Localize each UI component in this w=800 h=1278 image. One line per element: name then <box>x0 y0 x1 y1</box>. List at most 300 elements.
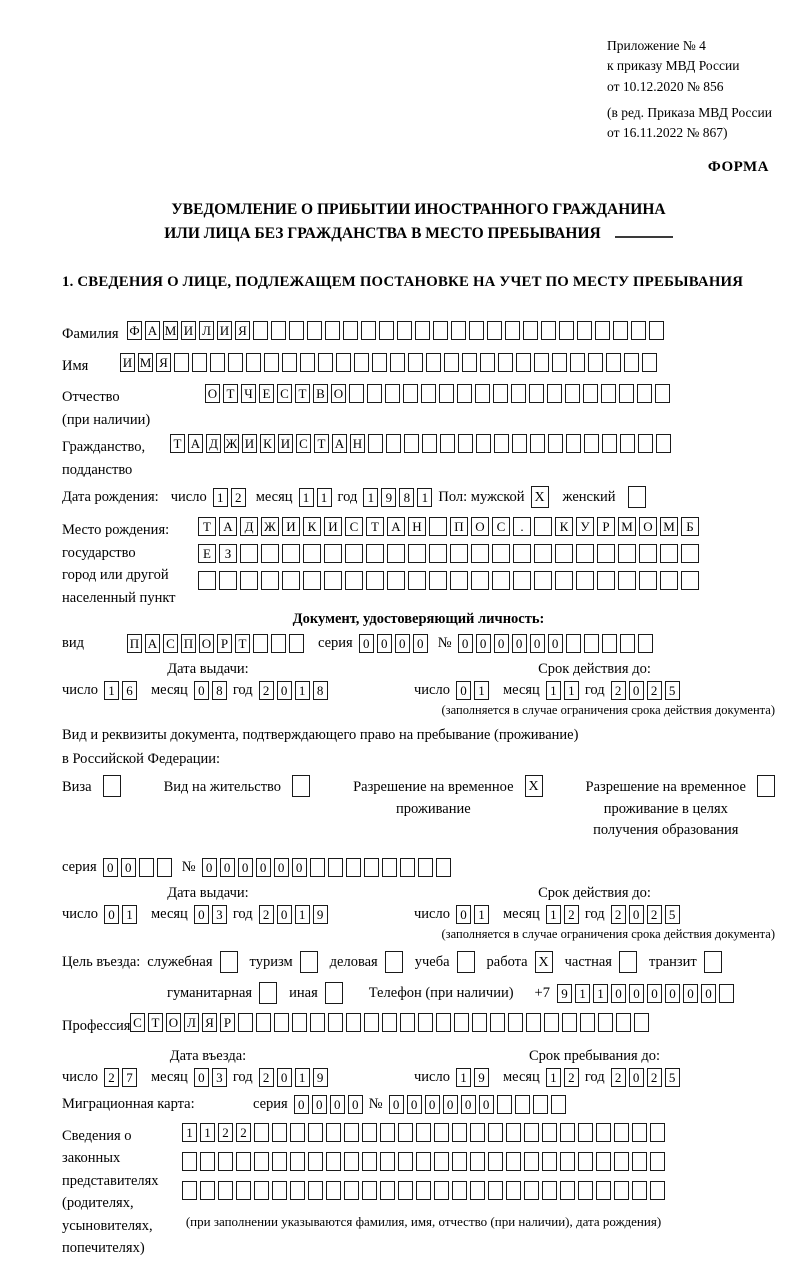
char-box[interactable] <box>326 1152 341 1171</box>
char-box[interactable] <box>454 1013 469 1032</box>
checkbox-cell[interactable]: X <box>535 951 553 973</box>
char-box[interactable] <box>493 384 508 403</box>
char-box[interactable] <box>343 321 358 340</box>
char-box[interactable] <box>366 571 384 590</box>
char-box[interactable]: 9 <box>313 1068 328 1087</box>
char-box[interactable] <box>497 1095 512 1114</box>
char-box[interactable]: Т <box>170 434 185 453</box>
char-box[interactable] <box>344 1152 359 1171</box>
char-box[interactable]: А <box>145 321 160 340</box>
char-box[interactable] <box>300 353 315 372</box>
char-box[interactable]: 1 <box>546 1068 561 1087</box>
char-box[interactable] <box>524 1152 539 1171</box>
char-box[interactable] <box>552 353 567 372</box>
char-box[interactable] <box>290 1181 305 1200</box>
char-box[interactable]: Ф <box>127 321 142 340</box>
char-box[interactable]: 2 <box>259 1068 274 1087</box>
char-box[interactable] <box>681 571 699 590</box>
char-box[interactable] <box>408 571 426 590</box>
char-box[interactable] <box>385 384 400 403</box>
char-box[interactable] <box>560 1123 575 1142</box>
char-box[interactable] <box>261 544 279 563</box>
char-box[interactable] <box>436 858 451 877</box>
char-box[interactable] <box>656 434 671 453</box>
checkbox-cell[interactable] <box>704 951 722 973</box>
char-box[interactable] <box>386 434 401 453</box>
char-box[interactable]: И <box>217 321 232 340</box>
char-box[interactable]: И <box>181 321 196 340</box>
char-box[interactable] <box>544 1013 559 1032</box>
char-box[interactable]: И <box>242 434 257 453</box>
char-box[interactable]: П <box>450 517 468 536</box>
char-box[interactable] <box>596 1181 611 1200</box>
char-box[interactable] <box>426 353 441 372</box>
char-box[interactable] <box>429 571 447 590</box>
char-box[interactable] <box>344 1123 359 1142</box>
char-box[interactable]: 0 <box>665 984 680 1003</box>
char-box[interactable] <box>346 1013 361 1032</box>
char-box[interactable]: 0 <box>407 1095 422 1114</box>
checkbox-cell[interactable]: X <box>531 486 549 508</box>
char-box[interactable] <box>398 1152 413 1171</box>
char-box[interactable] <box>452 1181 467 1200</box>
char-box[interactable] <box>422 434 437 453</box>
char-box[interactable]: 0 <box>220 858 235 877</box>
char-box[interactable] <box>462 353 477 372</box>
char-box[interactable] <box>253 321 268 340</box>
char-box[interactable] <box>488 1181 503 1200</box>
char-box[interactable] <box>584 634 599 653</box>
char-box[interactable] <box>506 1152 521 1171</box>
char-box[interactable] <box>404 434 419 453</box>
char-box[interactable] <box>403 384 418 403</box>
char-box[interactable]: Е <box>198 544 216 563</box>
char-box[interactable]: Я <box>156 353 171 372</box>
char-box[interactable]: 0 <box>292 858 307 877</box>
char-box[interactable]: 0 <box>389 1095 404 1114</box>
char-box[interactable] <box>472 1013 487 1032</box>
char-box[interactable] <box>434 1123 449 1142</box>
char-box[interactable]: 1 <box>182 1123 197 1142</box>
char-box[interactable]: Н <box>408 517 426 536</box>
char-box[interactable] <box>362 1123 377 1142</box>
char-box[interactable]: 5 <box>665 905 680 924</box>
char-box[interactable]: 9 <box>474 1068 489 1087</box>
char-box[interactable]: 0 <box>413 634 428 653</box>
char-box[interactable]: О <box>205 384 220 403</box>
char-box[interactable]: 2 <box>611 1068 626 1087</box>
char-box[interactable] <box>254 1152 269 1171</box>
char-box[interactable] <box>254 1123 269 1142</box>
char-box[interactable] <box>649 321 664 340</box>
char-box[interactable] <box>450 544 468 563</box>
char-box[interactable]: Т <box>295 384 310 403</box>
char-box[interactable]: 2 <box>647 681 662 700</box>
char-box[interactable]: 6 <box>122 681 137 700</box>
char-box[interactable]: С <box>345 517 363 536</box>
char-box[interactable] <box>328 1013 343 1032</box>
char-box[interactable] <box>618 544 636 563</box>
checkbox-cell[interactable] <box>325 982 343 1004</box>
char-box[interactable] <box>290 1123 305 1142</box>
char-box[interactable]: О <box>471 517 489 536</box>
char-box[interactable] <box>624 353 639 372</box>
char-box[interactable]: 0 <box>121 858 136 877</box>
char-box[interactable]: О <box>166 1013 181 1032</box>
char-box[interactable]: 1 <box>295 681 310 700</box>
char-box[interactable] <box>639 571 657 590</box>
char-box[interactable]: 0 <box>458 634 473 653</box>
char-box[interactable] <box>719 984 734 1003</box>
char-box[interactable] <box>415 321 430 340</box>
char-box[interactable] <box>515 1095 530 1114</box>
char-box[interactable]: П <box>127 634 142 653</box>
char-box[interactable]: И <box>120 353 135 372</box>
char-box[interactable] <box>228 353 243 372</box>
char-box[interactable] <box>271 321 286 340</box>
checkbox-cell[interactable] <box>300 951 318 973</box>
char-box[interactable]: 3 <box>212 1068 227 1087</box>
char-box[interactable]: 2 <box>647 905 662 924</box>
char-box[interactable] <box>380 1152 395 1171</box>
char-box[interactable] <box>606 353 621 372</box>
char-box[interactable]: С <box>296 434 311 453</box>
checkbox-cell[interactable] <box>757 775 775 797</box>
char-box[interactable]: Е <box>259 384 274 403</box>
checkbox-cell[interactable] <box>292 775 310 797</box>
char-box[interactable] <box>390 353 405 372</box>
char-box[interactable] <box>272 1152 287 1171</box>
char-box[interactable] <box>400 858 415 877</box>
char-box[interactable]: 2 <box>259 905 274 924</box>
char-box[interactable] <box>560 1181 575 1200</box>
char-box[interactable]: 2 <box>564 905 579 924</box>
char-box[interactable] <box>534 544 552 563</box>
char-box[interactable] <box>379 321 394 340</box>
char-box[interactable]: К <box>260 434 275 453</box>
char-box[interactable]: 0 <box>647 984 662 1003</box>
char-box[interactable] <box>367 384 382 403</box>
char-box[interactable] <box>618 571 636 590</box>
char-box[interactable] <box>256 1013 271 1032</box>
char-box[interactable]: 1 <box>593 984 608 1003</box>
char-box[interactable] <box>513 571 531 590</box>
char-box[interactable]: 5 <box>665 681 680 700</box>
char-box[interactable] <box>434 1181 449 1200</box>
char-box[interactable] <box>566 434 581 453</box>
char-box[interactable]: . <box>513 517 531 536</box>
checkbox-cell[interactable] <box>103 775 121 797</box>
char-box[interactable]: А <box>145 634 160 653</box>
char-box[interactable]: Д <box>206 434 221 453</box>
char-box[interactable] <box>272 1123 287 1142</box>
char-box[interactable] <box>398 1181 413 1200</box>
char-box[interactable] <box>492 571 510 590</box>
char-box[interactable] <box>344 1181 359 1200</box>
char-box[interactable] <box>436 1013 451 1032</box>
char-box[interactable]: С <box>163 634 178 653</box>
char-box[interactable] <box>346 858 361 877</box>
char-box[interactable] <box>597 544 615 563</box>
char-box[interactable]: П <box>181 634 196 653</box>
char-box[interactable]: 2 <box>647 1068 662 1087</box>
char-box[interactable] <box>372 353 387 372</box>
char-box[interactable] <box>638 434 653 453</box>
char-box[interactable] <box>324 544 342 563</box>
char-box[interactable]: Л <box>184 1013 199 1032</box>
char-box[interactable] <box>325 321 340 340</box>
char-box[interactable] <box>362 1152 377 1171</box>
char-box[interactable] <box>632 1123 647 1142</box>
char-box[interactable] <box>642 353 657 372</box>
char-box[interactable] <box>601 384 616 403</box>
char-box[interactable] <box>362 1181 377 1200</box>
char-box[interactable] <box>400 1013 415 1032</box>
char-box[interactable] <box>328 858 343 877</box>
char-box[interactable]: Ч <box>241 384 256 403</box>
char-box[interactable] <box>308 1181 323 1200</box>
char-box[interactable] <box>580 1013 595 1032</box>
char-box[interactable]: 2 <box>611 905 626 924</box>
char-box[interactable] <box>516 353 531 372</box>
char-box[interactable] <box>174 353 189 372</box>
char-box[interactable] <box>274 1013 289 1032</box>
char-box[interactable] <box>475 384 490 403</box>
char-box[interactable] <box>382 858 397 877</box>
char-box[interactable] <box>457 384 472 403</box>
char-box[interactable] <box>492 544 510 563</box>
char-box[interactable] <box>408 353 423 372</box>
char-box[interactable] <box>253 634 268 653</box>
char-box[interactable]: А <box>332 434 347 453</box>
char-box[interactable] <box>534 571 552 590</box>
char-box[interactable] <box>303 544 321 563</box>
char-box[interactable] <box>487 321 502 340</box>
char-box[interactable]: Я <box>202 1013 217 1032</box>
char-box[interactable] <box>542 1181 557 1200</box>
char-box[interactable] <box>471 544 489 563</box>
char-box[interactable] <box>458 434 473 453</box>
char-box[interactable]: Я <box>235 321 250 340</box>
char-box[interactable]: 1 <box>363 488 378 507</box>
char-box[interactable] <box>364 1013 379 1032</box>
char-box[interactable] <box>639 544 657 563</box>
char-box[interactable]: 0 <box>330 1095 345 1114</box>
char-box[interactable] <box>598 1013 613 1032</box>
char-box[interactable] <box>470 1152 485 1171</box>
char-box[interactable]: 0 <box>104 905 119 924</box>
char-box[interactable] <box>387 544 405 563</box>
char-box[interactable] <box>416 1123 431 1142</box>
char-box[interactable] <box>289 634 304 653</box>
char-box[interactable] <box>218 1152 233 1171</box>
char-box[interactable]: 0 <box>202 858 217 877</box>
char-box[interactable]: 1 <box>213 488 228 507</box>
char-box[interactable]: 0 <box>530 634 545 653</box>
char-box[interactable] <box>524 1181 539 1200</box>
char-box[interactable] <box>380 1123 395 1142</box>
char-box[interactable] <box>471 571 489 590</box>
char-box[interactable] <box>660 571 678 590</box>
char-box[interactable] <box>310 858 325 877</box>
char-box[interactable]: Б <box>681 517 699 536</box>
char-box[interactable] <box>551 1095 566 1114</box>
char-box[interactable] <box>542 1123 557 1142</box>
char-box[interactable] <box>264 353 279 372</box>
char-box[interactable] <box>620 634 635 653</box>
char-box[interactable]: 2 <box>104 1068 119 1087</box>
char-box[interactable] <box>505 321 520 340</box>
char-box[interactable] <box>200 1152 215 1171</box>
char-box[interactable] <box>418 1013 433 1032</box>
char-box[interactable] <box>488 1123 503 1142</box>
char-box[interactable]: Н <box>350 434 365 453</box>
char-box[interactable] <box>506 1181 521 1200</box>
char-box[interactable]: 2 <box>218 1123 233 1142</box>
char-box[interactable]: 2 <box>259 681 274 700</box>
checkbox-cell[interactable] <box>259 982 277 1004</box>
char-box[interactable] <box>157 858 172 877</box>
char-box[interactable] <box>289 321 304 340</box>
char-box[interactable]: А <box>188 434 203 453</box>
char-box[interactable] <box>282 571 300 590</box>
char-box[interactable] <box>307 321 322 340</box>
char-box[interactable] <box>619 384 634 403</box>
char-box[interactable]: 0 <box>629 681 644 700</box>
char-box[interactable] <box>308 1152 323 1171</box>
char-box[interactable] <box>303 571 321 590</box>
char-box[interactable] <box>416 1181 431 1200</box>
char-box[interactable] <box>382 1013 397 1032</box>
char-box[interactable]: 0 <box>348 1095 363 1114</box>
char-box[interactable]: 1 <box>122 905 137 924</box>
char-box[interactable] <box>506 1123 521 1142</box>
char-box[interactable] <box>570 353 585 372</box>
char-box[interactable] <box>387 571 405 590</box>
char-box[interactable] <box>597 571 615 590</box>
char-box[interactable] <box>236 1181 251 1200</box>
char-box[interactable]: О <box>331 384 346 403</box>
char-box[interactable] <box>240 571 258 590</box>
char-box[interactable] <box>576 571 594 590</box>
char-box[interactable]: 0 <box>456 681 471 700</box>
char-box[interactable]: 0 <box>194 1068 209 1087</box>
char-box[interactable]: В <box>313 384 328 403</box>
char-box[interactable]: 0 <box>629 984 644 1003</box>
char-box[interactable]: О <box>199 634 214 653</box>
char-box[interactable] <box>380 1181 395 1200</box>
char-box[interactable]: 1 <box>546 681 561 700</box>
char-box[interactable]: 0 <box>238 858 253 877</box>
char-box[interactable]: 2 <box>564 1068 579 1087</box>
char-box[interactable] <box>271 634 286 653</box>
char-box[interactable]: Т <box>148 1013 163 1032</box>
char-box[interactable] <box>418 858 433 877</box>
char-box[interactable] <box>450 571 468 590</box>
char-box[interactable] <box>511 384 526 403</box>
char-box[interactable] <box>416 1152 431 1171</box>
char-box[interactable]: 0 <box>194 681 209 700</box>
char-box[interactable] <box>408 544 426 563</box>
char-box[interactable] <box>254 1181 269 1200</box>
char-box[interactable] <box>650 1181 665 1200</box>
char-box[interactable] <box>429 517 447 536</box>
char-box[interactable] <box>577 321 592 340</box>
char-box[interactable]: 0 <box>277 905 292 924</box>
char-box[interactable] <box>219 571 237 590</box>
char-box[interactable]: 0 <box>443 1095 458 1114</box>
char-box[interactable] <box>613 321 628 340</box>
char-box[interactable]: Т <box>366 517 384 536</box>
char-box[interactable] <box>524 1123 539 1142</box>
char-box[interactable]: 0 <box>494 634 509 653</box>
char-box[interactable] <box>198 571 216 590</box>
char-box[interactable]: С <box>492 517 510 536</box>
char-box[interactable]: 0 <box>479 1095 494 1114</box>
char-box[interactable] <box>566 634 581 653</box>
char-box[interactable] <box>444 353 459 372</box>
char-box[interactable] <box>583 384 598 403</box>
char-box[interactable] <box>588 353 603 372</box>
char-box[interactable] <box>218 1181 233 1200</box>
char-box[interactable] <box>308 1123 323 1142</box>
char-box[interactable] <box>349 384 364 403</box>
char-box[interactable]: 0 <box>294 1095 309 1114</box>
char-box[interactable] <box>534 517 552 536</box>
char-box[interactable] <box>529 384 544 403</box>
char-box[interactable] <box>469 321 484 340</box>
char-box[interactable] <box>534 353 549 372</box>
char-box[interactable]: 0 <box>194 905 209 924</box>
char-box[interactable] <box>292 1013 307 1032</box>
char-box[interactable]: 1 <box>299 488 314 507</box>
char-box[interactable] <box>631 321 646 340</box>
char-box[interactable] <box>530 434 545 453</box>
char-box[interactable] <box>433 321 448 340</box>
char-box[interactable] <box>596 1152 611 1171</box>
char-box[interactable] <box>440 434 455 453</box>
char-box[interactable]: Р <box>217 634 232 653</box>
char-box[interactable] <box>620 434 635 453</box>
char-box[interactable]: 2 <box>231 488 246 507</box>
checkbox-cell[interactable] <box>619 951 637 973</box>
char-box[interactable] <box>616 1013 631 1032</box>
char-box[interactable]: 0 <box>425 1095 440 1114</box>
char-box[interactable] <box>513 544 531 563</box>
char-box[interactable]: 1 <box>417 488 432 507</box>
checkbox-cell[interactable] <box>628 486 646 508</box>
char-box[interactable]: 3 <box>212 905 227 924</box>
char-box[interactable]: 0 <box>611 984 626 1003</box>
char-box[interactable]: 0 <box>456 905 471 924</box>
char-box[interactable] <box>632 1181 647 1200</box>
char-box[interactable]: 0 <box>512 634 527 653</box>
char-box[interactable] <box>326 1181 341 1200</box>
char-box[interactable]: О <box>639 517 657 536</box>
checkbox-cell[interactable] <box>220 951 238 973</box>
checkbox-cell[interactable] <box>457 951 475 973</box>
char-box[interactable]: 9 <box>381 488 396 507</box>
char-box[interactable] <box>336 353 351 372</box>
char-box[interactable]: 0 <box>256 858 271 877</box>
char-box[interactable] <box>240 544 258 563</box>
char-box[interactable]: 0 <box>274 858 289 877</box>
char-box[interactable] <box>526 1013 541 1032</box>
char-box[interactable] <box>182 1152 197 1171</box>
char-box[interactable]: М <box>618 517 636 536</box>
char-box[interactable] <box>398 1123 413 1142</box>
char-box[interactable]: Р <box>597 517 615 536</box>
